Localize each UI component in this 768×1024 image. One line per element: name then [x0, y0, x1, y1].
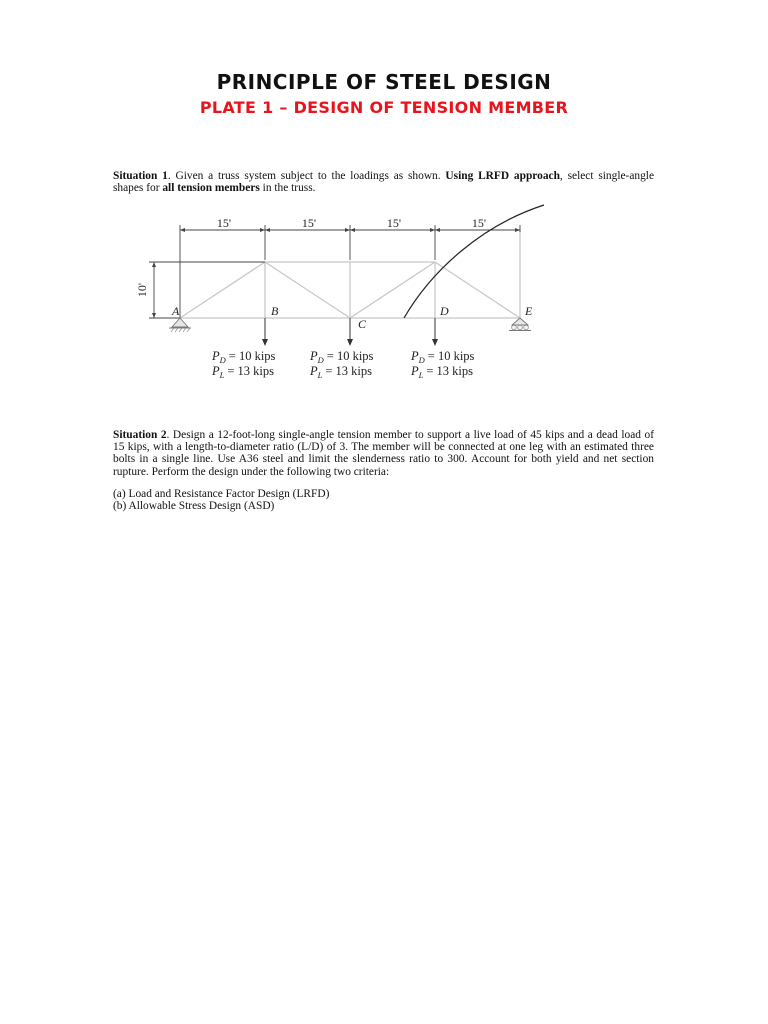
height-label: 10': [135, 282, 149, 298]
situation-1-bold-2: all tension members: [162, 182, 260, 195]
diagonal-cd: [350, 262, 435, 318]
load-d-live: $P_L = 13$ kips: [411, 364, 474, 380]
situation-2-paragraph: [113, 429, 654, 478]
node-label-e: E: [525, 304, 533, 318]
load-c-dead: $P_D = 10$ kips: [310, 349, 374, 365]
node-label-b: B: [271, 304, 279, 318]
load-c-live: $P_L = 13$ kips: [310, 364, 373, 380]
situation-2-text: . Design a 12-foot-long single-angle tension member to support a live load of 45 kips and a dead load of 15 kips, with a length-to-diameter ratio (L/D) of 3. The member will be connected at one leg with an estimated three bolts in a single line. Use A36 steel and limit the slenderness ratio to 300. Account for both yield and net section rupture. Perform the design under the following two criteria:: [113, 429, 655, 478]
load-arrows: [265, 318, 435, 340]
situation-1-bold-1: Using LRFD approach: [445, 170, 560, 182]
situation-1-text-3: in the truss.: [259, 182, 316, 195]
situation-2-label: Situation 2: [113, 429, 167, 441]
node-label-a: A: [172, 304, 180, 318]
pin-support-a: [169, 318, 191, 332]
node-label-c: C: [358, 317, 367, 331]
situation-1-label: Situation 1: [113, 170, 168, 182]
span-label-1: 15': [216, 216, 232, 230]
page-subtitle: PLATE 1 – DESIGN OF TENSION MEMBER: [199, 98, 569, 117]
roller-support-e: [509, 318, 531, 331]
height-dimension: [149, 262, 265, 318]
span-label-2: 15': [301, 216, 317, 230]
criterion-asd: (b) Allowable Stress Design (ASD): [113, 500, 275, 513]
end-diagonal-left: [180, 262, 265, 318]
span-label-4: 15': [471, 216, 487, 230]
situation-1-text-1: . Given a truss system subject to the loadings as shown.: [167, 170, 446, 182]
node-label-d: D: [440, 304, 449, 318]
situation-1-paragraph: [113, 170, 654, 194]
design-criteria-list: [113, 488, 654, 512]
situation-1-text-2: , select single-angle shapes for: [113, 170, 654, 195]
load-b-dead: $P_D = 10$ kips: [212, 349, 276, 365]
load-labels: [211, 349, 475, 380]
truss-figure: [132, 200, 562, 385]
page-title: PRINCIPLE OF STEEL DESIGN: [216, 70, 552, 94]
criterion-lrfd: (a) Load and Resistance Factor Design (LRFD): [113, 488, 330, 500]
load-d-dead: $P_D = 10$ kips: [411, 349, 475, 365]
span-label-3: 15': [386, 216, 402, 230]
load-b-live: $P_L = 13$ kips: [212, 364, 275, 380]
